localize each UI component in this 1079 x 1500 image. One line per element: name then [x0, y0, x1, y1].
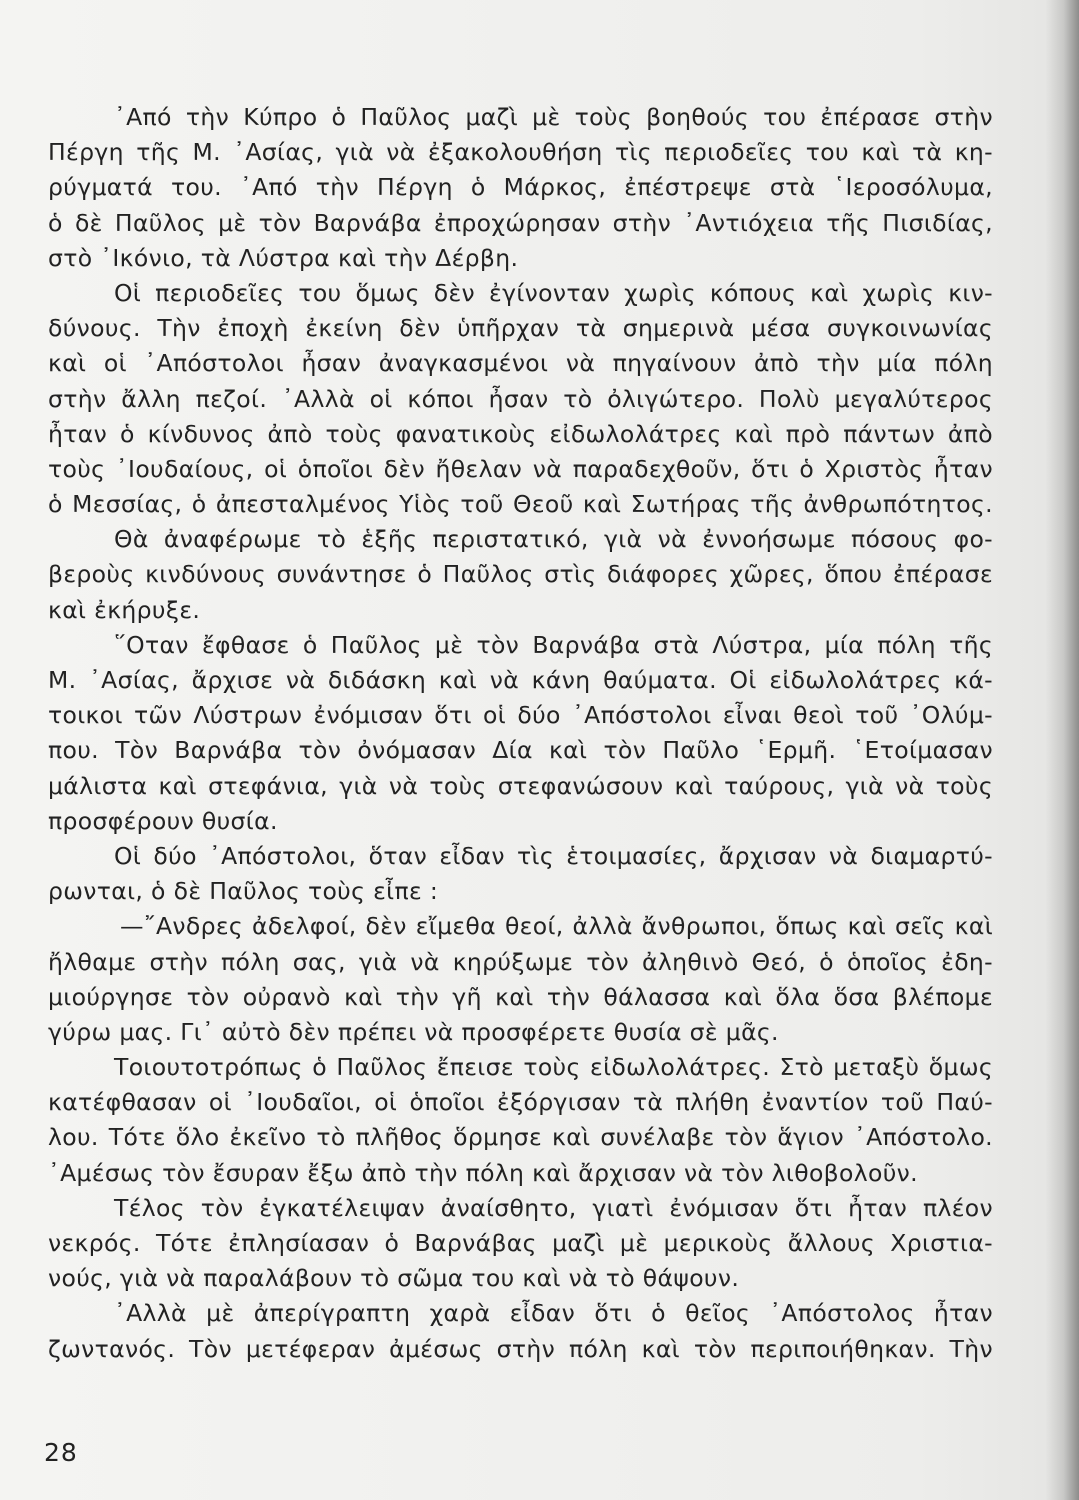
text-line: τοὺς ᾿Ιουδαίους, οἱ ὁποῖοι δὲν ἤθελαν νὰ παραδεχθοῦν, ὅτι ὁ Χριστὸς ἦταν	[48, 454, 993, 483]
text-line: βεροὺς κινδύνους συνάντησε ὁ Παῦλος στὶς διάφορες χῶρες, ὅπου ἐπέρασε	[48, 560, 993, 589]
text-line: προσφέρουν θυσία.	[48, 806, 278, 835]
text-line: Τέλος τὸν ἐγκατέλειψαν ἀναίσθητο, γιατὶ ἐνόμισαν ὅτι ἦταν πλέον	[114, 1193, 993, 1222]
binding-shadow	[1045, 0, 1079, 1500]
text-line: ᾿Από τὴν Κύπρο ὁ Παῦλος μαζὶ μὲ τοὺς βοηθούς του ἐπέρασε στὴν	[114, 103, 993, 131]
text-line: κατέφθασαν οἱ ᾿Ιουδαῖοι, οἱ ὁποῖοι ἐξόργισαν τὰ πλήθη ἐναντίον τοῦ Παύ-	[48, 1088, 993, 1117]
text-line: ὁ δὲ Παῦλος μὲ τὸν Βαρνάβα ἐπροχώρησαν στὴν ᾿Αντιόχεια τῆς Πισιδίας,	[48, 208, 993, 237]
text-line: καὶ οἱ ᾿Απόστολοι ἦσαν ἀναγκασμένοι νὰ πηγαίνουν ἀπὸ τὴν μία πόλη	[48, 349, 993, 378]
text-line: ζωντανός. Τὸν μετέφεραν ἀμέσως στὴν πόλη καὶ τὸν περιποιήθηκαν. Τὴν	[48, 1334, 993, 1363]
text-line: που. Τὸν Βαρνάβα τὸν ὀνόμασαν Δία καὶ τὸν Παῦλο ῾Ερμῆ. ῾Ετοίμασαν	[48, 736, 993, 765]
text-line: ᾿Αλλὰ μὲ ἀπερίγραπτη χαρὰ εἶδαν ὅτι ὁ θεῖος ᾿Απόστολος ἦταν	[114, 1299, 993, 1328]
text-line: Οἱ περιοδεῖες του ὅμως δὲν ἐγίνονταν χωρὶς κόπους καὶ χωρὶς κιν-	[114, 278, 993, 307]
text-line: μάλιστα καὶ στεφάνια, γιὰ νὰ τοὺς στεφανώσουν καὶ ταύρους, γιὰ νὰ τοὺς	[48, 771, 993, 800]
text-line: Πέργη τῆς Μ. ᾿Ασίας, γιὰ νὰ ἐξακολουθήση τὶς περιοδεῖες του καὶ τὰ κη-	[48, 138, 993, 167]
text-line: στὸ ᾿Ικόνιο, τὰ Λύστρα καὶ τὴν Δέρβη.	[48, 243, 519, 272]
text-line: ρωνται, ὁ δὲ Παῦλος τοὺς εἶπε :	[48, 877, 439, 906]
text-line: γύρω μας. Γι᾿ αὐτὸ δὲν πρέπει νὰ προσφέρετε θυσία σὲ μᾶς.	[48, 1017, 779, 1046]
text-line: Οἱ δύο ᾿Απόστολοι, ὅταν εἶδαν τὶς ἑτοιμασίες, ἄρχισαν νὰ διαμαρτύ-	[114, 841, 993, 870]
text-line: ᾿Αμέσως τὸν ἔσυραν ἔξω ἀπὸ τὴν πόλη καὶ ἄρχισαν νὰ τὸν λιθοβολοῦν.	[48, 1158, 918, 1187]
page-number: 28	[44, 1438, 78, 1467]
text-line: Τοιουτοτρόπως ὁ Παῦλος ἔπεισε τοὺς εἰδωλολάτρες. Στὸ μεταξὺ ὅμως	[114, 1053, 993, 1082]
text-line: δύνους. Τὴν ἐποχὴ ἐκείνη δὲν ὑπῆρχαν τὰ σημερινὰ μέσα συγκοινωνίας	[48, 314, 993, 343]
text-line: μιούργησε τὸν οὐρανὸ καὶ τὴν γῆ καὶ τὴν θάλασσα καὶ ὅλα ὅσα βλέπομε	[48, 982, 993, 1011]
body-text	[48, 100, 993, 1367]
text-line: στὴν ἄλλη πεζοί. ᾿Αλλὰ οἱ κόποι ἦσαν τὸ ὀλιγώτερο. Πολὺ μεγαλύτερος	[48, 384, 993, 413]
text-line: νεκρός. Τότε ἐπλησίασαν ὁ Βαρνάβας μαζὶ μὲ μερικοὺς ἄλλους Χριστια-	[48, 1229, 993, 1257]
text-line: τοικοι τῶν Λύστρων ἐνόμισαν ὅτι οἱ δύο ᾿Απόστολοι εἶναι θεοὶ τοῦ ᾿Ολύμ-	[48, 701, 993, 730]
text-line: ἤλθαμε στὴν πόλη σας, γιὰ νὰ κηρύξωμε τὸν ἀληθινὸ Θεό, ὁ ὁποῖος ἐδη-	[48, 947, 993, 976]
text-line: ῞Οταν ἔφθασε ὁ Παῦλος μὲ τὸν Βαρνάβα στὰ Λύστρα, μία πόλη τῆς	[114, 630, 993, 659]
text-line: ρύγματά του. ᾿Από τὴν Πέργη ὁ Μάρκος, ἐπέστρεψε στὰ ῾Ιεροσόλυμα,	[48, 173, 993, 202]
dialogue-line: —῎Ανδρες ἀδελφοί, δὲν εἴμεθα θεοί, ἀλλὰ ἄνθρωποι, ὅπως καὶ σεῖς καὶ	[120, 912, 993, 941]
text-line: Μ. ᾿Ασίας, ἄρχισε νὰ διδάσκη καὶ νὰ κάνη θαύματα. Οἱ εἰδωλολάτρες κά-	[48, 666, 993, 694]
text-line: νούς, γιὰ νὰ παραλάβουν τὸ σῶμα του καὶ νὰ τὸ θάψουν.	[48, 1264, 740, 1293]
text-line: καὶ ἐκήρυξε.	[48, 595, 201, 624]
text-line: Θὰ ἀναφέρωμε τὸ ἑξῆς περιστατικό, γιὰ νὰ ἐννοήσωμε πόσους φο-	[114, 525, 993, 554]
text-line: ἦταν ὁ κίνδυνος ἀπὸ τοὺς φανατικοὺς εἰδωλολάτρες καὶ πρὸ πάντων ἀπὸ	[48, 419, 993, 448]
text-line: λου. Τότε ὅλο ἐκεῖνο τὸ πλῆθος ὅρμησε καὶ συνέλαβε τὸν ἅγιον ᾿Απόστολο.	[48, 1123, 993, 1152]
text-line: ὁ Μεσσίας, ὁ ἀπεσταλμένος Υἱὸς τοῦ Θεοῦ καὶ Σωτήρας τῆς ἀνθρωπότητος.	[48, 490, 993, 519]
